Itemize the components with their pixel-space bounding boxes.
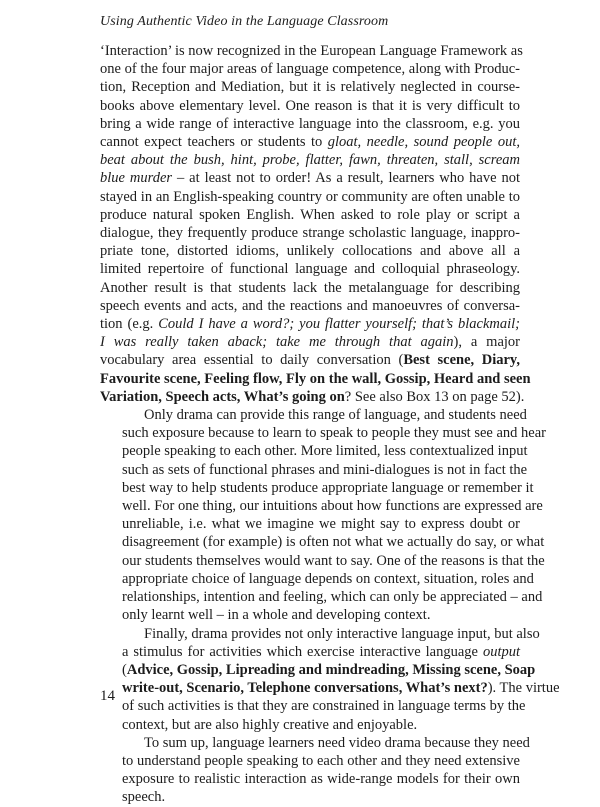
text-segment: Another result is that students lack the metalanguage for describing	[100, 279, 520, 296]
bold-term: Variation, Speech acts, What’s going on	[100, 388, 345, 405]
text-line	[100, 679, 560, 697]
text-segment: dialogue, they frequently produce strange scholastic language, inappro-	[100, 225, 520, 242]
text-segment: produce natural spoken English. When asked to role play or script a	[100, 206, 520, 223]
text-segment: to understand people speaking to each other and they need extensive	[122, 752, 520, 769]
text-line	[100, 461, 528, 479]
text-segment: ? See also Box 13 on page 52).	[344, 388, 525, 405]
text-line	[100, 788, 520, 806]
italic-text: I was really taken aback; take me through that again	[100, 334, 454, 351]
text-line	[100, 169, 520, 187]
text-segment: tion (e.g.	[100, 316, 159, 333]
text-segment: – at least not to order! As a result, learners who have not	[172, 170, 520, 187]
text-line	[100, 297, 520, 315]
text-segment: ), a major	[453, 334, 520, 351]
text-segment: ‘Interaction’ is now recognized in the European Language Framework as	[100, 43, 523, 59]
text-line	[100, 78, 520, 96]
text-segment: disagreement (for example) is often not what we actually do say, or what	[122, 534, 545, 551]
text-line	[100, 115, 520, 133]
text-segment: limited repertoire of functional language and colloquial phraseology.	[100, 261, 520, 278]
text-line	[100, 515, 520, 533]
text-segment: well. For one thing, our intuitions about how functions are expressed are	[122, 498, 543, 515]
paragraph	[100, 42, 531, 406]
text-line	[100, 479, 534, 497]
text-segment: context, but are also highly creative and enjoyable.	[122, 716, 418, 733]
text-line	[100, 533, 545, 551]
text-segment: such as sets of functional phrases and mini-dialogues is not in fact the	[122, 461, 528, 478]
bold-term: Favourite scene, Feeling flow, Fly on the wall, Gossip, Heard and seen	[100, 370, 531, 387]
text-line	[100, 97, 520, 115]
text-segment: books above elementary level. One reason is that it is very difficult to	[100, 97, 520, 114]
text-segment: (	[122, 661, 127, 678]
text-line	[100, 370, 531, 388]
bold-term: Advice, Gossip, Lipreading and mindreading, Missing scene, Soap	[126, 661, 536, 678]
paragraph	[100, 734, 530, 807]
italic-text: beat about the bush, hint, probe, flatter, fawn, threaten, stall, scream	[100, 152, 520, 169]
text-segment: speech.	[122, 789, 166, 806]
text-segment: one of the four major areas of language competence, along with Produc-	[100, 61, 520, 78]
text-line	[100, 133, 520, 151]
page-number: 14	[100, 688, 115, 704]
paragraph	[100, 406, 546, 624]
text-segment: To sum up, language learners need video drama because they need	[144, 734, 530, 751]
text-line	[100, 42, 523, 60]
text-segment: vocabulary area essential to daily conversation (	[100, 352, 404, 369]
text-segment: unreliable, i.e. what we imagine we might say to express doubt or	[122, 516, 520, 533]
text-segment: ). The virtue	[487, 680, 560, 697]
running-head: Using Authentic Video in the Language Classroom	[100, 14, 389, 29]
text-segment: cannot expect teachers or students to	[100, 134, 328, 151]
text-line	[100, 752, 520, 770]
text-line	[100, 625, 540, 643]
text-segment: appropriate choice of language depends on context, situation, roles and	[122, 570, 534, 587]
text-segment: only learnt well – in a whole and developing context.	[122, 607, 431, 624]
text-segment: such exposure because to learn to speak to people they must see and hear	[122, 425, 546, 442]
text-line	[100, 497, 543, 515]
text-line	[100, 406, 527, 424]
text-segment: best way to help students produce appropriate language or remember it	[122, 479, 534, 496]
body-text	[100, 42, 560, 807]
text-line	[100, 151, 520, 169]
text-segment: of such activities is that they are constrained in language terms by the	[122, 698, 526, 715]
paragraph	[100, 625, 560, 734]
text-segment: tion, Reception and Mediation, but it is relatively neglected in course-	[100, 79, 520, 96]
italic-text: blue murder	[100, 170, 173, 187]
text-line	[100, 242, 520, 260]
text-line	[100, 224, 520, 242]
text-line	[100, 716, 520, 734]
text-line	[100, 442, 528, 460]
italic-text: Could I have a word?; you flatter yourself; that’s blackmail;	[158, 316, 520, 333]
text-segment: our students themselves would want to say. One of the reasons is that the	[122, 552, 545, 569]
text-line	[100, 60, 520, 78]
italic-text: gloat, needle, sound people out,	[327, 134, 520, 151]
text-line	[100, 734, 530, 752]
text-segment: exposure to realistic interaction as wide-range models for their own	[122, 771, 520, 788]
text-line	[100, 188, 520, 206]
text-segment: Finally, drama provides not only interactive language input, but also	[144, 625, 540, 642]
text-segment: priate tone, distorted idioms, unlikely collocations and above all a	[100, 243, 520, 260]
text-line	[100, 315, 520, 333]
italic-text: output	[482, 643, 520, 660]
text-line	[100, 643, 520, 661]
text-segment: stayed in an English-speaking country or community are often unable to	[100, 188, 520, 205]
text-line	[100, 661, 536, 679]
text-line	[100, 588, 543, 606]
text-segment: relationships, intention and feeling, which can only be appreciated – and	[122, 589, 543, 606]
text-line	[100, 770, 520, 788]
bold-term: write-out, Scenario, Telephone conversations, What’s next?	[122, 680, 488, 697]
text-line	[100, 333, 520, 351]
text-line	[100, 424, 546, 442]
text-segment: people speaking to each other. More limited, less contextualized input	[122, 443, 528, 460]
text-line	[100, 351, 520, 369]
text-segment: a stimulus for activities which exercise interactive language	[122, 643, 483, 660]
text-segment: bring a wide range of interactive language into the classroom, e.g. you	[100, 115, 520, 132]
text-line	[100, 206, 520, 224]
text-line	[100, 260, 520, 278]
text-line	[100, 697, 526, 715]
bold-term: Best scene, Diary,	[403, 352, 521, 369]
text-line	[100, 279, 520, 297]
text-segment: Only drama can provide this range of language, and students need	[144, 407, 527, 424]
text-line	[100, 606, 520, 624]
text-line	[100, 552, 545, 570]
text-line	[100, 388, 525, 406]
text-segment: speech events and acts, and the reactions and manoeuvres of conversa-	[100, 297, 520, 314]
text-line	[100, 570, 534, 588]
